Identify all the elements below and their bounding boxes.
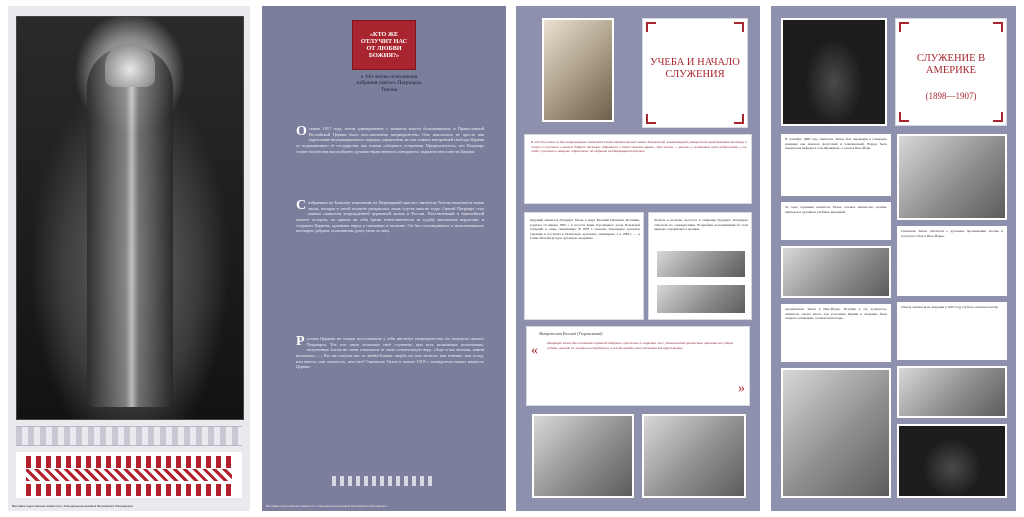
ornament-row (26, 484, 232, 496)
section-years: (1898—1907) (925, 91, 977, 101)
panel-america (771, 6, 1016, 511)
title-card (642, 18, 748, 128)
ornament-row (26, 456, 232, 468)
ornament-band-light (16, 426, 242, 446)
intro-paragraph-2 (296, 200, 484, 234)
parish-group-photo (781, 246, 891, 298)
exhibition-subtitle: к 100-летию исполнения избрания святого Патриарха Тихона (356, 74, 422, 93)
corner-ornament (734, 22, 744, 32)
quote-author: Митрополит Евлогий (Георгиевский) (539, 331, 603, 336)
ornament-small (332, 476, 432, 486)
village-street-photo (532, 414, 634, 498)
panel-portrait (8, 6, 250, 511)
procession-photo (897, 424, 1007, 498)
seminary-photo (655, 249, 747, 279)
alaska-landscape-photo (897, 366, 1007, 418)
text-5: Отъезд святителя из Америки в 1907 году глубоко опечалил паству. (901, 305, 999, 309)
portrait-young-photo (542, 18, 614, 122)
quote-text: Патриарх Тихон был человеком огромной доброты, простоты и смирения. Он с удивительной кротостью принимал все удары судьбы, никогда не жалуясь на трудности, а всегда находя слово утешения для окружающих. (547, 341, 733, 350)
corner-ornament (646, 114, 656, 124)
intro-paragraph-1 (296, 126, 484, 154)
panel-footer: Выставка подготовлена совместно с Синодальным архивом Московского Патриархата (266, 504, 388, 508)
text-box-1 (781, 134, 891, 196)
section-title: СЛУЖЕНИЕ В АМЕРИКЕ (916, 53, 986, 77)
mitre (105, 43, 155, 87)
academy-photo (655, 283, 747, 315)
exhibition-title: «КТО ЖЕ ОТЛУЧИТ НАС ОТ ЛЮБВИ БОЖИЯ?» (352, 20, 416, 70)
corner-ornament (993, 112, 1003, 122)
panel-education (516, 6, 760, 511)
text-box-3 (897, 226, 1007, 296)
text-box-5 (897, 302, 1007, 360)
corner-ornament (899, 22, 909, 32)
text-1: В сентябре 1898 года святитель Тихон был переведён в Северную Америку как епископ Алеутский и Аляскинский. Вскоре была перенесена кафедра в Сан-Франциско, а затем в Нью-Йорк. (785, 137, 887, 151)
portrait-figure (87, 47, 173, 407)
cathedral-photo (781, 368, 891, 498)
text-2: За годы служения святитель Тихон основал множество храмов, приходов и духовных учебных заведений. (785, 205, 887, 214)
text-box-2 (781, 202, 891, 240)
corner-ornament (734, 114, 744, 124)
bio-card (524, 212, 644, 320)
drop-cap: Р (296, 334, 305, 349)
intro-paragraph-3 (296, 336, 484, 370)
church-photo (642, 414, 746, 498)
panel-intro (262, 6, 506, 511)
clergy-group-photo (781, 18, 887, 126)
text-box-4 (781, 304, 891, 362)
drop-cap: С (296, 198, 307, 213)
ornament-band-red (16, 452, 242, 498)
corner-ornament (899, 112, 909, 122)
patriarch-portrait-photo (16, 16, 244, 420)
side-text: Любовь к молитве, кротость и смирение будущего Патриарха отмечали его однокурсники. Подробные воспоминания об этом периоде сохранились в архивах. (654, 218, 748, 232)
new-york-street-photo (897, 134, 1007, 220)
intro-card (524, 134, 752, 204)
corner-ornament (993, 22, 1003, 32)
text-3: Святитель Тихон заботился о духовном просвещении паствы и построил собор в Нью-Йорке. (901, 229, 1003, 238)
section-title: УЧЕБА И НАЧАЛО СЛУЖЕНИЯ (650, 57, 740, 81)
text-4: Архиепископ Тихон в Нью-Йорке. Вступив в эту должность, святитель сделал много для устроения Церкви в Америке: была открыта семинария, основан монастырь. (785, 307, 887, 321)
corner-ornament (646, 22, 656, 32)
paragraph-text: сенью 1917 года, почти одновременно с захватом власти большевиками, в Православной Российской Церкви было восстановлено патриаршество. Оно мыслилось не просто как укрепление внутрицерковного порядка управления, но как символ внутренней свободы Церкви от подавляющего её государства, как основа соборного устроения. Предполагалось, что Патриарх станет носителем высочайшего духовно-нравственного авторитета, выразителем совести Церкви. (296, 126, 484, 154)
panel-footer: Выставка подготовлена совместно с Синодальным архивом Московского Патриархата (12, 504, 134, 508)
side-card (648, 212, 752, 320)
intro-text: В год 100-летия со дня интронизации святителя Тихона Православный Свято-Тихоновский гуманитарный университет представляет выставку о жизни и служении «святого доброго пастыря, избранного в самое тяжкое время». Эти листы — рассказ о жизненном пути подвижника, о его учёбе, служении в Америке и Ярославле, об избрании на Патриарший престол. (531, 140, 747, 154)
bio-text: Будущий святитель Патриарх Тихон, в миру Василий Иванович Беллавин, родился 19 января 1865 г. в погосте Клин Торопецкого уезда Псковской губернии в семье священника. В 1878 г. окончил Торопецкое духовное училище и поступил в Псковскую духовную семинарию, а в 1884 г. — в Санкт-Петербургскую духовную академию. (530, 218, 640, 241)
title-card (895, 18, 1007, 126)
quote-card (526, 326, 750, 406)
drop-cap: О (296, 124, 307, 139)
quote-close-icon: » (738, 381, 745, 396)
quote-open-icon: « (531, 343, 538, 358)
paragraph-text: избранием по Божьему изволению на Патриарший престол святителя Тихона начинается новая эпоха, которая в своей полноте раскрылась лишь спустя многие годы. Святой Патриарх стал живым символом возрождённой церковной жизни в России. Поставленный в тяжелейший момент истории, он принял на себя бремя ответственности за судьбу миллионов верующих и сохранил Церковь, призывая народ к покаянию и молитве. Он был исповедником и молитвенником, пастырем добрым, полагавшим душу свою за овец. (296, 200, 484, 234)
ornament-row (26, 469, 232, 481)
paragraph-text: усская Церковь не только восстановила у себя институт патриаршества, но получила святого Патриарха. Тот, кто свято исполнил своё служение, при всех возможных испытаниях, полученных Богом не стоит отказаться за свою сознательную веру. «Аще и мы молчим, камни возопиют». — Кто же отлучит нас от любви Божия: скорбь ли, или теснота, или гонение, или голод, или нагота, или опасность, или меч? Святитель Тихон в начале 1918 г. засвидетельствовал верность Церкви. (296, 336, 484, 370)
